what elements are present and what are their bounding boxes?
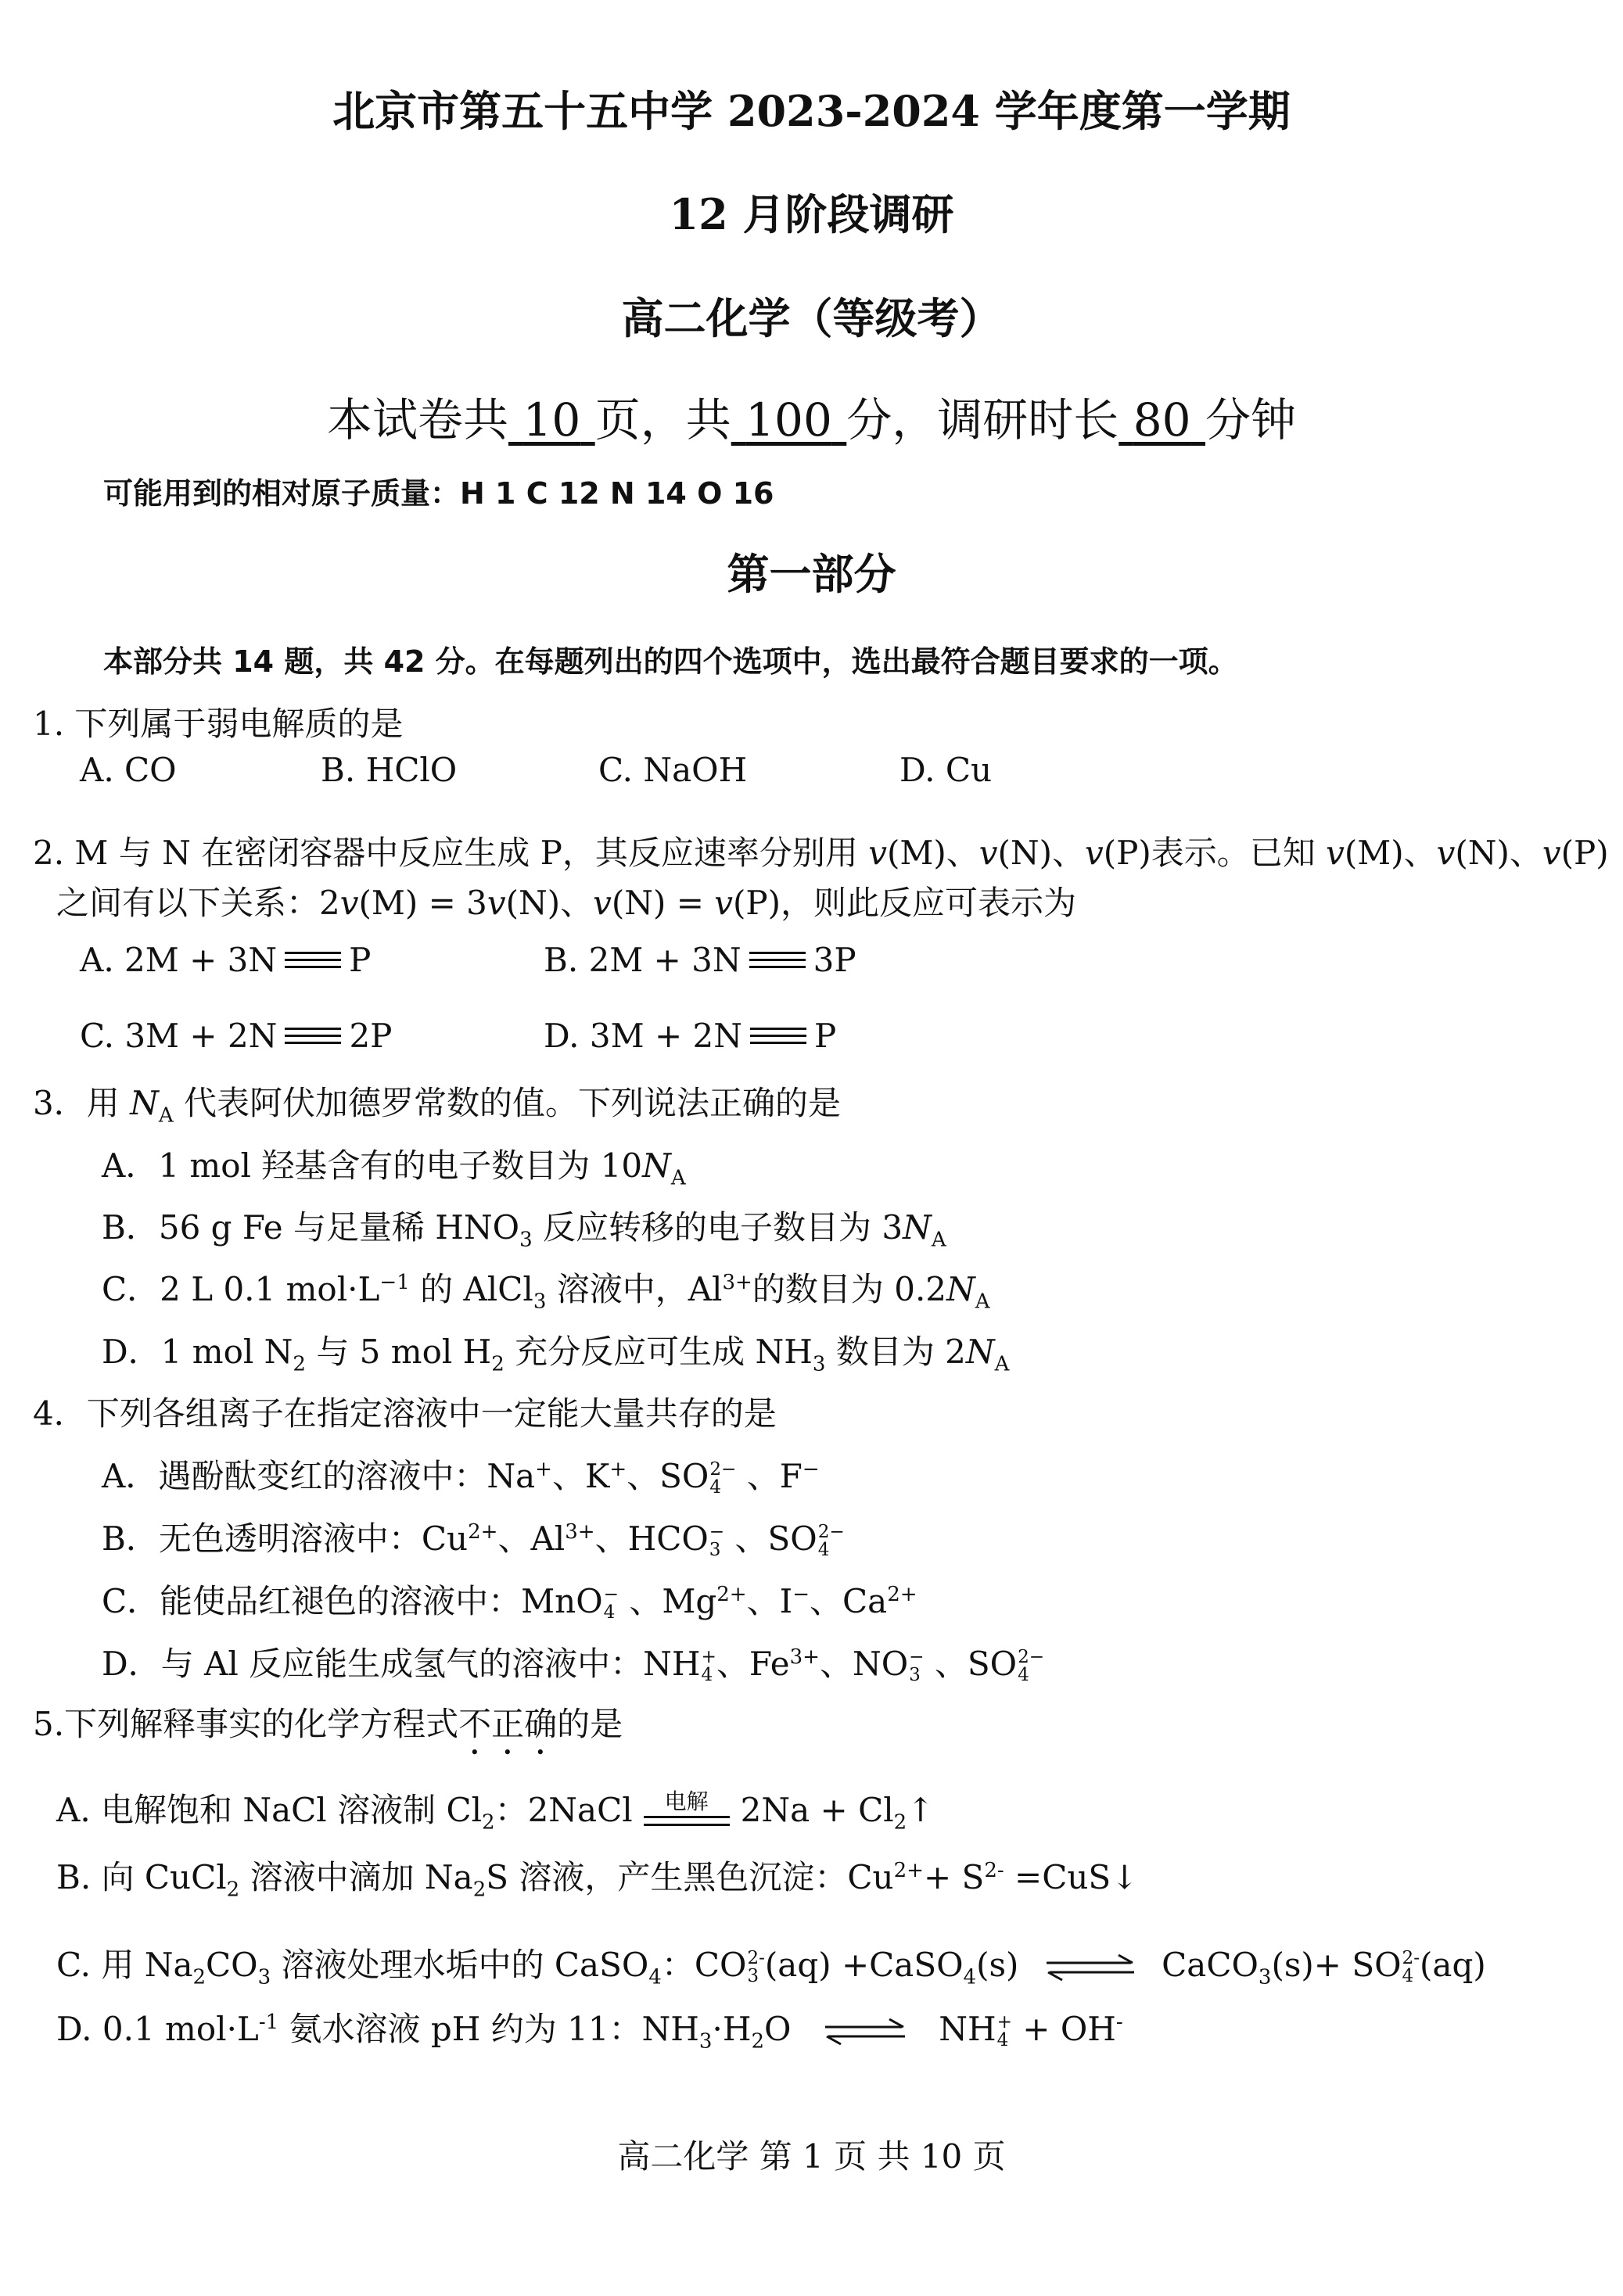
q2-option-b: B. 2M + 3N 3P: [544, 941, 856, 979]
q5-stem: 5.下列解释事实的化学方程式不正确的是: [33, 1705, 623, 1743]
q4-option-d: D．与 Al 反应能生成氢气的溶液中：NH + 4 、$Fe^{3+}$、NO − 3 、SO 2− 4: [102, 1645, 1045, 1685]
q5-option-d: D. 0.1 $mol\cdot L^{-1}$ 氨水溶液 pH 约为 11：$NH_3\cdot H_2O$ NH + 4 + OH-: [56, 2010, 1123, 2054]
duration: 80: [1133, 393, 1191, 447]
q4-option-c: C．能使品红褪色的溶液中：MnO − 4 、$Mg^{2+}$、I−、$Ca^{2+}$: [102, 1582, 917, 1623]
q4-option-a: A．遇酚酞变红的溶液中：Na+、K+、SO 2− 4 、F−: [102, 1457, 820, 1498]
subject-title: 高二化学（等级考）: [621, 293, 1002, 343]
triple-equal-sign: [749, 952, 806, 968]
q2-option-d: D. 3M + 2N P: [544, 1017, 837, 1055]
q4-option-b: B．无色透明溶液中：$Cu^{2+}$、$Al^{3+}$、HCO − 3 、SO 2− 4: [102, 1519, 845, 1560]
q3-option-c: C．2 L 0.1 $mol\cdot L^{-1}$ 的 AlCl$_3$ 溶液中，$Al^{3+}$的数目为 $0.2N_A$: [102, 1270, 990, 1314]
q2-stem-line2: 之间有以下关系：2v(M) = 3v(N)、v(N) = v(P)，则此反应可表示为: [56, 884, 1077, 922]
page-count: 10: [522, 393, 581, 447]
triple-equal-sign: [750, 1028, 806, 1044]
triple-equal-sign: [285, 952, 341, 968]
page-footer: 高二化学 第 1 页 共 10 页: [617, 2137, 1006, 2176]
emphasis-not-correct: 不正确: [458, 1705, 558, 1743]
q3-stem: 3．用 $N_A$ 代表阿伏加德罗常数的值。下列说法正确的是: [33, 1084, 841, 1128]
q4-stem: 4．下列各组离子在指定溶液中一定能大量共存的是: [33, 1394, 777, 1433]
q1-option-b: B. HClO: [321, 751, 458, 789]
q3-option-d: D．1 mol $N_2$ 与 5 mol $H_2$ 充分反应可生成 $NH_3$ 数目为 $2N_A$: [102, 1333, 1010, 1376]
q5-option-c: C. 用 $Na_2CO_3$ 溶液处理水垢中的 CaSO$_4$：CO 2- 3 (aq) +CaSO$_4$(s) CaCO$_3$(s)+ SO 2- 4 (aq): [56, 1946, 1486, 1989]
exam-info: 本试卷共 10 页，共 100 分，调研时长 80 分钟: [326, 393, 1297, 447]
q5-option-b: B. 向 CuCl$_2$ 溶液中滴加 $Na_2S$ 溶液，产生黑色沉淀：$Cu^{2+}+ S^{2-}$ =CuS↓: [56, 1858, 1139, 1902]
electrolysis-arrow: 电解: [644, 1789, 730, 1836]
q2-stem-line1: 2. M 与 N 在密闭容器中反应生成 P，其反应速率分别用 v(M)、v(N)、v(P)表示。已知 v(M)、v(N)、v(P): [33, 834, 1609, 872]
triple-equal-sign: [285, 1028, 341, 1044]
q5-option-a: A. 电解饱和 NaCl 溶液制 $Cl_2$：2NaCl 电解 $2Na + Cl_2↑$: [56, 1785, 934, 1836]
part-title: 第一部分: [727, 549, 896, 599]
exam-name: 12 月阶段调研: [669, 189, 954, 239]
q3-option-a: A．1 mol 羟基含有的电子数目为 $10N_A$: [102, 1146, 686, 1190]
q1-stem: 1. 下列属于弱电解质的是: [33, 705, 404, 743]
q2-option-c: C. 3M + 2N 2P: [80, 1017, 393, 1055]
equilibrium-arrow-icon: [822, 2018, 908, 2046]
equilibrium-arrow-icon: [1043, 1953, 1137, 1982]
q1-option-a: A. CO: [80, 751, 177, 789]
school-title: 北京市第五十五中学 2023-2024 学年度第一学期: [332, 86, 1291, 136]
q1-option-d: D. Cu: [899, 751, 993, 789]
q2-option-a: A. 2M + 3N P: [80, 941, 372, 979]
q1-option-c: C. NaOH: [598, 751, 748, 789]
total-points: 100: [745, 393, 832, 447]
part-instructions: 本部分共 14 题，共 42 分。在每题列出的四个选项中，选出最符合题目要求的一项。: [103, 644, 1238, 679]
atomic-mass-note: 可能用到的相对原子质量：H 1 C 12 N 14 O 16: [103, 476, 774, 511]
q3-option-b: B．56 g Fe 与足量稀 $HNO_3$ 反应转移的电子数目为 $3N_A$: [102, 1208, 946, 1252]
